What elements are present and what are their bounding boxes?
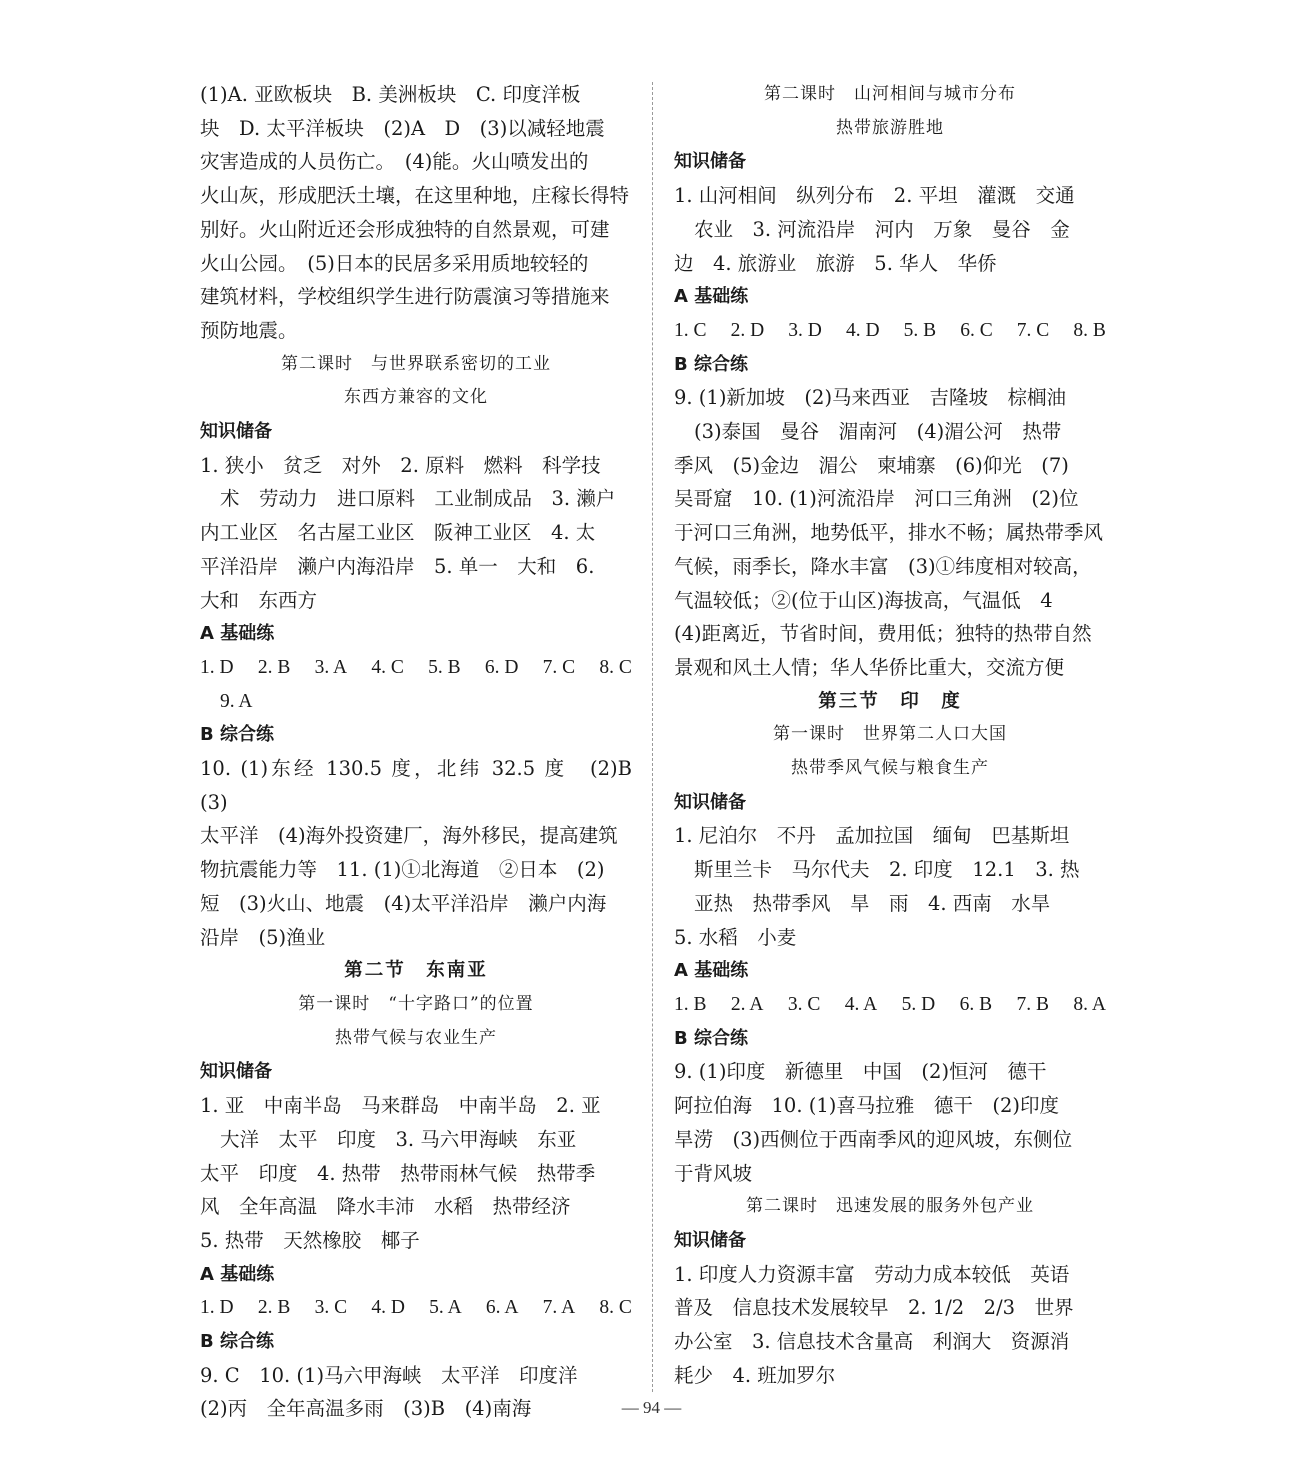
mc-answer: 3. C — [787, 993, 821, 1015]
mc-answer: 8. A — [1073, 993, 1106, 1015]
mc-answer: 4. A — [844, 993, 878, 1015]
text-line: 亚热 热带季风 旱 雨 4. 西南 水旱 — [694, 891, 1051, 915]
mc-answer: 5. A — [429, 1297, 462, 1319]
text-line: 大和 东西方 — [200, 588, 318, 612]
knowledge-block — [674, 179, 1106, 280]
lesson-subtitle: 热带气候与农业生产 — [335, 1027, 497, 1048]
mc-answer: 6. A — [485, 1297, 519, 1319]
text-line: 9. C 10. (1)马六甲海峡 太平洋 印度洋 — [200, 1363, 578, 1387]
mc-answer: 5. B — [428, 656, 461, 678]
comprehensive-block — [674, 1055, 1106, 1190]
section-title: 第二节 东南亚 — [344, 960, 488, 982]
mc-answer: 7. C — [542, 656, 576, 678]
text-line: 普及 信息技术发展较早 2. 1/2 2/3 世界 — [674, 1296, 1074, 1320]
text-line: 9. (1)印度 新德里 中国 (2)恒河 德干 — [674, 1060, 1047, 1084]
mc-answer: 1. D — [200, 1297, 234, 1319]
lesson-title: 第二课时 与世界联系密切的工业 — [281, 353, 551, 374]
mc-answer: 8. C — [599, 1297, 632, 1319]
text-line: (3)泰国 曼谷 湄南河 (4)湄公河 热带 — [694, 420, 1062, 444]
multiple-choice-row — [200, 651, 632, 685]
mc-answer: 1. C — [674, 319, 707, 341]
text-line: (2)丙 全年高温多雨 (3)B (4)南海 — [200, 1397, 532, 1421]
lesson-subtitle: 东西方兼容的文化 — [344, 387, 488, 408]
mc-answer: 6. B — [959, 993, 993, 1015]
text-line: 内工业区 名古屋工业区 阪神工业区 4. 太 — [200, 521, 596, 545]
comprehensive-heading: B 综合练 — [200, 1331, 274, 1353]
text-line: 术 劳动力 进口原料 工业制成品 3. 濑户 — [220, 487, 616, 511]
lesson-subtitle: 热带旅游胜地 — [836, 117, 944, 138]
text-line: 物抗震能力等 11. (1)①北海道 ②日本 (2) — [200, 858, 605, 882]
basic-practice-heading: A 基础练 — [674, 960, 749, 982]
text-line: 1. 亚 中南半岛 马来群岛 中南半岛 2. 亚 — [200, 1094, 601, 1118]
lesson-title: 第一课时 世界第二人口大国 — [773, 724, 1007, 745]
text-line: 预防地震。 — [200, 318, 298, 342]
lesson-title: 第二课时 山河相间与城市分布 — [764, 84, 1016, 104]
text-line: 5. 热带 天然橡胶 椰子 — [200, 1228, 420, 1252]
page-number: — 94 — — [621, 1398, 682, 1417]
text-line: 边 4. 旅游业 旅游 5. 华人 华侨 — [674, 251, 997, 275]
text-line: 1. 尼泊尔 不丹 孟加拉国 缅甸 巴基斯坦 — [674, 824, 1070, 848]
q10-answer-block — [200, 78, 632, 348]
mc-answer: 7. C — [1016, 319, 1050, 341]
mc-answer: 5. B — [903, 319, 937, 341]
text-line: 火山公园。 (5)日本的民居多采用质地较轻的 — [200, 251, 589, 275]
text-line: 9. (1)新加坡 (2)马来西亚 吉隆坡 棕榈油 — [674, 386, 1067, 410]
mc-answer: 2. D — [730, 319, 765, 341]
text-line: 景观和风土人情；华人华侨比重大，交流方便 — [674, 655, 1065, 679]
mc-answer: 4. D — [845, 319, 880, 341]
comprehensive-heading: B 综合练 — [674, 353, 748, 375]
lesson-title: 第二课时 迅速发展的服务外包产业 — [746, 1196, 1034, 1217]
mc-answer: 3. A — [314, 656, 348, 678]
mc-answer: 6. D — [484, 656, 519, 678]
text-line: (1)A. 亚欧板块 B. 美洲板块 C. 印度洋板 — [200, 83, 581, 106]
comprehensive-heading: B 综合练 — [200, 724, 274, 746]
mc-answer: 6. C — [960, 319, 993, 341]
mc-answer: 3. D — [788, 319, 822, 341]
text-line: 斯里兰卡 马尔代夫 2. 印度 12.1 3. 热 — [694, 858, 1080, 882]
text-line: 5. 水稻 小麦 — [674, 925, 797, 949]
mc-answer: 5. D — [901, 993, 936, 1015]
text-line: 建筑材料，学校组织学生进行防震演习等措施来 — [200, 285, 610, 309]
column-divider — [652, 82, 653, 1392]
multiple-choice-row — [674, 314, 1106, 348]
text-line: 太平 印度 4. 热带 热带雨林气候 热带季 — [200, 1161, 596, 1185]
multiple-choice-row — [200, 1291, 632, 1325]
mc-answer: 2. A — [730, 993, 764, 1015]
mc-answer: 2. B — [257, 1297, 291, 1319]
text-line: 气温较低；②(位于山区)海拔高，气温低 4 — [674, 588, 1053, 612]
text-line: 10. (1)东经 130.5 度，北纬 32.5 度 (2)B (3) — [200, 757, 652, 814]
mc-answer: 8. B — [1073, 319, 1106, 341]
text-line: 于河口三角洲，地势低平，排水不畅；属热带季风 — [674, 521, 1104, 545]
knowledge-block — [200, 1089, 632, 1258]
text-line: 阿拉伯海 10. (1)喜马拉雅 德干 (2)印度 — [674, 1094, 1059, 1118]
knowledge-heading: 知识储备 — [674, 151, 746, 173]
mc-answer: 7. B — [1016, 993, 1050, 1015]
text-line: 平洋沿岸 濑户内海沿岸 5. 单一 大和 6. — [200, 554, 595, 578]
text-line: 大洋 太平 印度 3. 马六甲海峡 东亚 — [220, 1127, 577, 1151]
mc-answer: 7. A — [542, 1297, 576, 1319]
comprehensive-block — [674, 381, 1106, 684]
multiple-choice-row — [674, 988, 1106, 1022]
knowledge-heading: 知识储备 — [674, 1229, 746, 1251]
basic-practice-heading: A 基础练 — [200, 1263, 275, 1285]
lesson-title: 第一课时 “十字路口”的位置 — [298, 993, 534, 1014]
text-line: (4)距离近，节省时间，费用低；独特的热带自然 — [674, 622, 1092, 646]
text-line: 灾害造成的人员伤亡。 (4)能。火山喷发出的 — [200, 150, 589, 174]
text-line: 别好。火山附近还会形成独特的自然景观，可建 — [200, 217, 610, 241]
text-line: 气候，雨季长，降水丰富 (3)①纬度相对较高， — [674, 554, 1092, 578]
mc-answer: 2. B — [257, 656, 291, 678]
multiple-choice-row-extra — [200, 685, 632, 719]
mc-answer: 4. C — [371, 656, 404, 678]
basic-practice-heading: A 基础练 — [200, 623, 275, 645]
comprehensive-block — [200, 752, 652, 954]
knowledge-heading: 知识储备 — [200, 421, 272, 443]
text-line: 季风 (5)金边 湄公 柬埔寨 (6)仰光 (7) — [674, 453, 1069, 477]
mc-answer: 9. A — [220, 690, 253, 712]
mc-answer: 8. C — [599, 656, 632, 678]
text-line: 短 (3)火山、地震 (4)太平洋沿岸 濑户内海 — [200, 891, 607, 915]
knowledge-heading: 知识储备 — [674, 791, 746, 813]
mc-answer: 3. C — [314, 1297, 348, 1319]
mc-answer: 4. D — [371, 1297, 405, 1319]
knowledge-block — [674, 819, 1106, 954]
text-line: 办公室 3. 信息技术含量高 利润大 资源消 — [674, 1330, 1070, 1354]
text-line: 1. 印度人力资源丰富 劳动力成本较低 英语 — [674, 1262, 1070, 1286]
text-line: 1. 狭小 贫乏 对外 2. 原料 燃料 科学技 — [200, 453, 601, 477]
text-line: 火山灰，形成肥沃土壤，在这里种地，庄稼长得特 — [200, 184, 630, 208]
text-line: 块 D. 太平洋板块 (2)A D (3)以减轻地震 — [200, 116, 605, 140]
text-line: 吴哥窟 10. (1)河流沿岸 河口三角洲 (2)位 — [674, 487, 1079, 511]
comprehensive-heading: B 综合练 — [674, 1027, 748, 1049]
text-line: 农业 3. 河流沿岸 河内 万象 曼谷 金 — [694, 217, 1070, 241]
text-line: 1. 山河相间 纵列分布 2. 平坦 灌溉 交通 — [674, 184, 1075, 208]
right-column — [674, 78, 1106, 1392]
mc-answer: 1. D — [200, 656, 234, 678]
knowledge-block — [674, 1258, 1106, 1393]
lesson-subtitle: 热带季风气候与粮食生产 — [791, 758, 989, 779]
section-title: 第三节 印 度 — [818, 690, 962, 712]
mc-answer: 1. B — [674, 993, 707, 1015]
knowledge-block — [200, 449, 632, 618]
knowledge-heading: 知识储备 — [200, 1061, 272, 1083]
text-line: 风 全年高温 降水丰沛 水稻 热带经济 — [200, 1195, 571, 1219]
text-line: 太平洋 (4)海外投资建厂，海外移民，提高建筑 — [200, 824, 618, 848]
text-line: 于背风坡 — [674, 1161, 753, 1185]
text-line: 旱涝 (3)西侧位于西南季风的迎风坡，东侧位 — [674, 1127, 1073, 1151]
text-line: 耗少 4. 班加罗尔 — [674, 1363, 836, 1387]
text-line: 沿岸 (5)渔业 — [200, 925, 326, 949]
basic-practice-heading: A 基础练 — [674, 286, 749, 308]
